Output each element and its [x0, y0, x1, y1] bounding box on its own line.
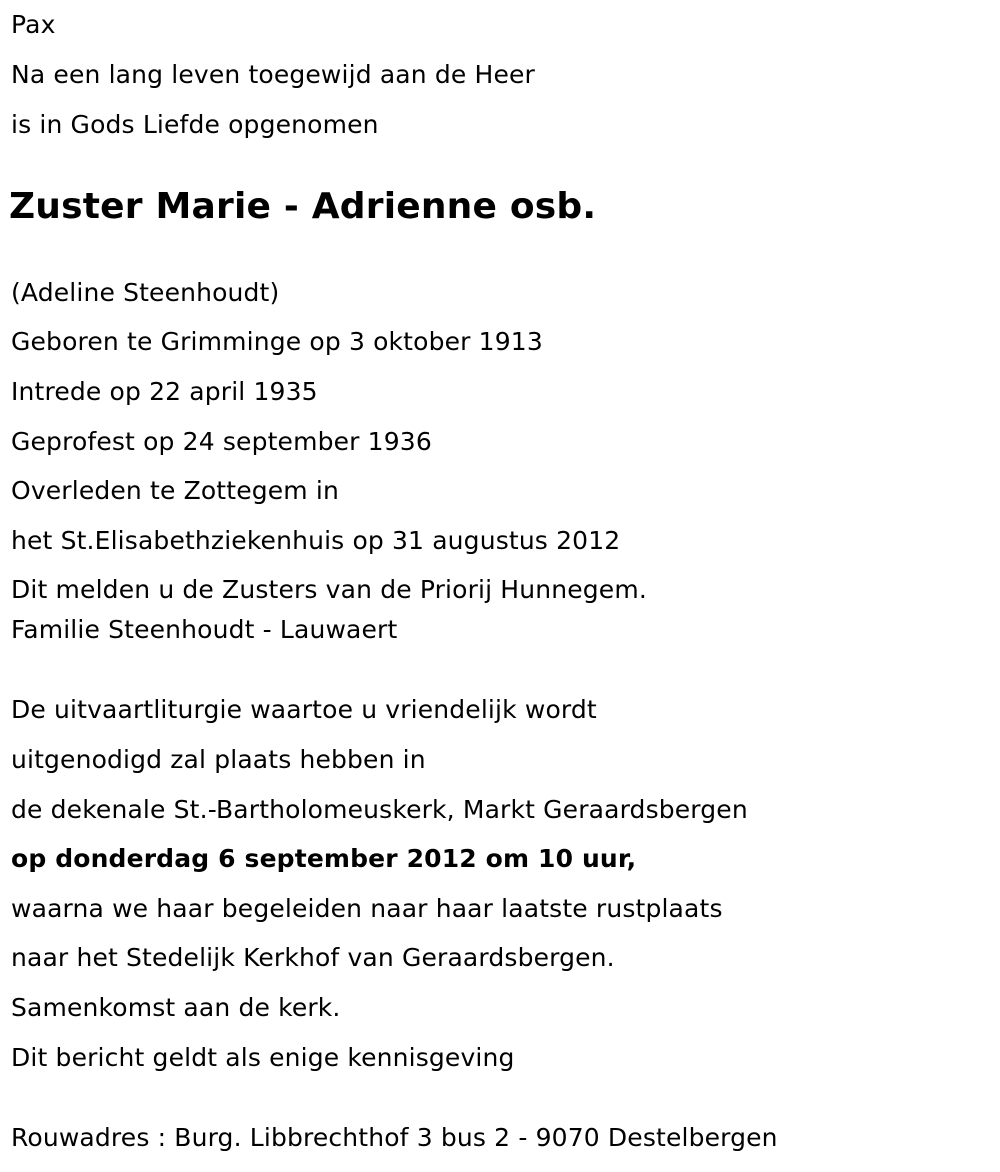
- birth-name: (Adeline Steenhoudt): [11, 278, 280, 307]
- announced-by: Dit melden u de Zusters van de Priorij Hunnegem.: [11, 575, 647, 604]
- funeral-gathering: Samenkomst aan de kerk.: [11, 993, 341, 1022]
- pax-line: Pax: [11, 10, 56, 39]
- deceased-name: Zuster Marie - Adrienne osb.: [9, 186, 597, 227]
- profession-details: Geprofest op 24 september 1936: [11, 427, 432, 456]
- mourning-address: Rouwadres : Burg. Libbrechthof 3 bus 2 - 9070 Destelbergen: [11, 1123, 778, 1152]
- funeral-line-2: uitgenodigd zal plaats hebben in: [11, 745, 426, 774]
- funeral-line-1: De uitvaartliturgie waartoe u vriendelijk wordt: [11, 695, 597, 724]
- intro-line-2: is in Gods Liefde opgenomen: [11, 110, 379, 139]
- funeral-line-5: waarna we haar begeleiden naar haar laatste rustplaats: [11, 894, 723, 923]
- funeral-line-6: naar het Stedelijk Kerkhof van Geraardsbergen.: [11, 943, 615, 972]
- entry-details: Intrede op 22 april 1935: [11, 377, 318, 406]
- notice-statement: Dit bericht geldt als enige kennisgeving: [11, 1043, 515, 1072]
- funeral-church: de dekenale St.-Bartholomeuskerk, Markt Geraardsbergen: [11, 795, 748, 824]
- family-line: Familie Steenhoudt - Lauwaert: [11, 615, 398, 644]
- birth-details: Geboren te Grimminge op 3 oktober 1913: [11, 327, 543, 356]
- intro-line-1: Na een lang leven toegewijd aan de Heer: [11, 60, 535, 89]
- funeral-datetime: op donderdag 6 september 2012 om 10 uur,: [11, 844, 637, 873]
- death-line-1: Overleden te Zottegem in: [11, 476, 339, 505]
- death-line-2: het St.Elisabethziekenhuis op 31 augustus 2012: [11, 526, 621, 555]
